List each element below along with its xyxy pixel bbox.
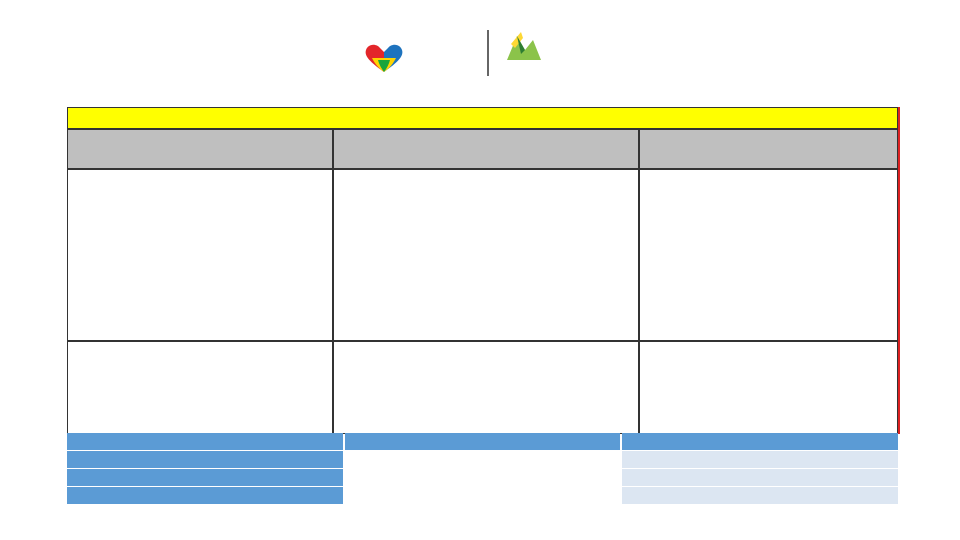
- criteria-header-row: [67, 129, 898, 169]
- semaphore-row-alto: [67, 451, 898, 468]
- stripe-green: [865, 529, 960, 540]
- header-concepto: [67, 433, 343, 450]
- header-volumen: [639, 129, 898, 169]
- semaphore-swatch-yellow: [345, 469, 620, 486]
- concept-label: [67, 487, 343, 504]
- bottom-color-stripe: [0, 529, 960, 540]
- header-costo: [333, 129, 639, 169]
- instituto-emblem-icon: [503, 30, 543, 66]
- semaphore-swatch-green: [345, 487, 620, 504]
- concept-label: [67, 469, 343, 486]
- volumen-cell: [639, 341, 898, 434]
- riesgo-cell: [67, 169, 333, 341]
- stripe-yellow: [720, 529, 865, 540]
- costo-cell: [333, 169, 639, 341]
- riesgo-cell: [67, 341, 333, 434]
- semaphore-swatch-red: [345, 451, 620, 468]
- semaphore-table: [67, 433, 898, 505]
- heart-icon: [362, 42, 406, 74]
- header-semaforizacion: [345, 433, 620, 450]
- stripe-yellow: [0, 0, 480, 11]
- instituto-logo: [503, 30, 603, 76]
- criteria-table: [67, 107, 900, 434]
- volumen-cell: [639, 169, 898, 341]
- criteria-row: [67, 169, 898, 341]
- gobernacion-logo: [362, 42, 482, 74]
- stripe-green: [480, 0, 960, 11]
- stripe-blue: [240, 529, 475, 540]
- costo-cell: [333, 341, 639, 434]
- criteria-row: [67, 341, 898, 434]
- semaphore-header-row: [67, 433, 898, 450]
- concept-label: [67, 451, 343, 468]
- top-color-stripe: [0, 0, 960, 11]
- semaphore-row-bajo: [67, 487, 898, 504]
- interval-value: [622, 487, 898, 504]
- logo-divider: [487, 30, 489, 76]
- interval-value: [622, 469, 898, 486]
- interval-value: [622, 451, 898, 468]
- header-intervalo: [622, 433, 898, 450]
- criteria-title: [67, 107, 898, 129]
- semaphore-row-medio: [67, 469, 898, 486]
- stripe-red: [475, 529, 720, 540]
- header-riesgo: [67, 129, 333, 169]
- stripe-green: [0, 529, 240, 540]
